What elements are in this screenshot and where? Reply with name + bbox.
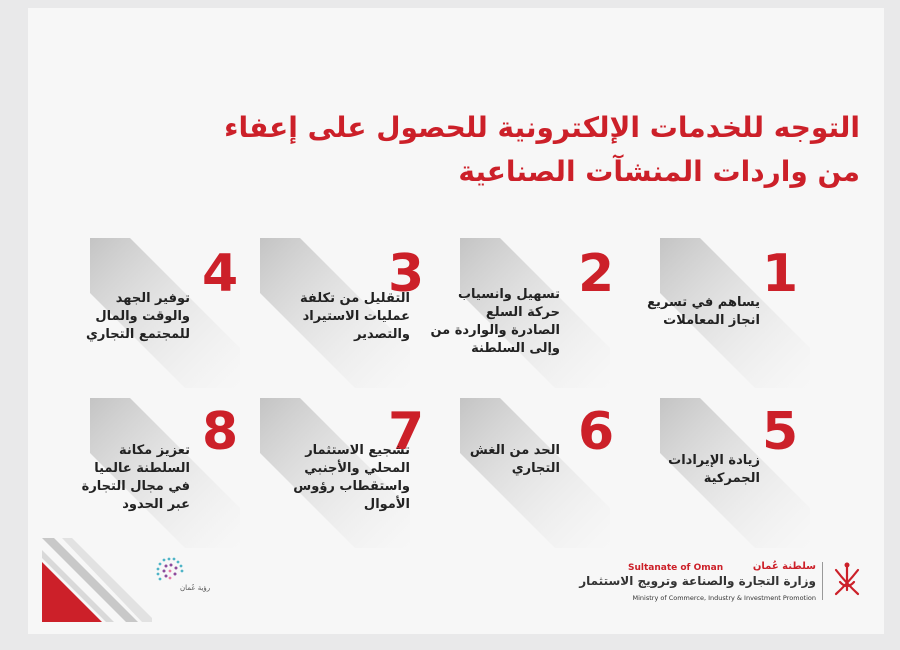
- footer-divider: [822, 562, 823, 600]
- sultanate-arabic: سلطنة عُمان: [752, 561, 816, 572]
- benefit-text: تعزيز مكانة السلطنة عالميا في مجال التجارة عبر الحدود: [81, 443, 190, 512]
- vision-logo-text: رؤية عُمان: [180, 584, 211, 592]
- ministry-emblem-icon: [830, 560, 864, 600]
- ministry-english: Ministry of Commerce, Industry & Investment Promotion: [632, 594, 816, 602]
- benefit-number: 8: [202, 402, 239, 462]
- benefit-text: الحد من الغش التجاري: [469, 443, 560, 476]
- benefit-number: 4: [202, 244, 239, 304]
- benefit-number: 3: [388, 244, 425, 304]
- sultanate-english: Sultanate of Oman: [628, 563, 724, 573]
- ministry-arabic: وزارة التجارة والصناعة وترويج الاستثمار: [579, 574, 816, 588]
- corner-stripes-decoration: [42, 538, 152, 622]
- benefit-text: تسهيل وانسياب حركة السلع الصادرة والواردة من وإلى السلطنة: [430, 287, 560, 356]
- benefit-number: 7: [388, 402, 425, 462]
- benefit-text: تشجيع الاستثمار المحلي والأجنبي واستقطاب رؤوس الأموال: [293, 443, 410, 512]
- title-line-2: من واردات المنشآت الصناعية: [458, 155, 860, 188]
- oman-vision-logo: [146, 554, 216, 600]
- benefit-item-2: [430, 238, 660, 388]
- benefit-number: 2: [578, 244, 615, 304]
- benefit-item-3: [260, 238, 460, 388]
- benefit-item-5: [660, 398, 860, 548]
- title-line-1: التوجه للخدمات الإلكترونية للحصول على إعفاء: [224, 111, 860, 144]
- benefit-text: التقليل من تكلفة عمليات الاستيراد والتصدير: [299, 291, 410, 342]
- benefit-item-4: [86, 238, 290, 388]
- benefit-number: 5: [762, 402, 799, 462]
- benefit-item-1: [647, 238, 860, 388]
- benefit-text: يساهم في تسريع انجاز المعاملات: [647, 295, 760, 328]
- benefit-item-8: [81, 398, 290, 548]
- benefit-item-7: [260, 398, 460, 548]
- benefit-number: 6: [578, 402, 615, 462]
- benefit-text: توفير الجهد والوقت والمال للمجتمع التجاري: [86, 291, 190, 342]
- benefit-item-6: [460, 398, 660, 548]
- benefit-number: 1: [762, 244, 799, 304]
- benefit-text: زيادة الإيرادات الجمركية: [668, 453, 760, 486]
